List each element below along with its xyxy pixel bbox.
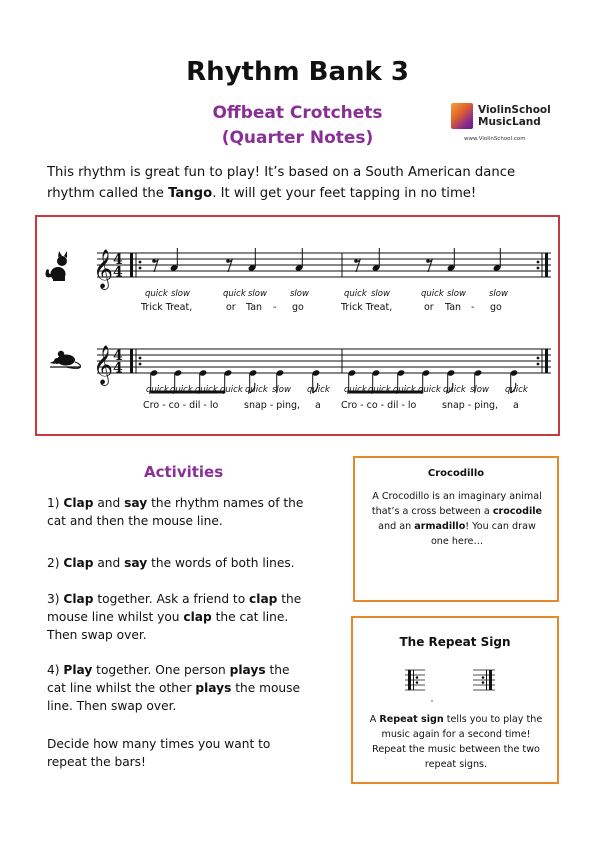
a3-b1: Clap [63, 592, 94, 606]
intro-text-2: . It will get your feet tapping in no time! [212, 186, 477, 201]
a4-t1: 4) [47, 663, 64, 677]
cat-rest-1-a [354, 259, 360, 272]
score-svg [37, 217, 562, 438]
violinschool-logo [451, 103, 571, 147]
cat-rname-9: slow [489, 289, 508, 299]
cat-rest-0-b [226, 259, 232, 272]
a1-b2: say [124, 496, 148, 510]
subtitle-line-1: Offbeat Crotchets [212, 103, 383, 123]
a2-b2: say [124, 556, 148, 570]
cat-word-0: Trick Treat, [141, 302, 193, 313]
a1-b1: Clap [63, 496, 94, 510]
a3-t4: the cat line. Then swap over. [47, 610, 289, 642]
mouse-rname-7: quick [344, 385, 367, 395]
cat-lyrics [140, 302, 502, 313]
cat-rname-1: slow [171, 289, 190, 299]
time-sig-bottom: 4 [113, 264, 123, 281]
repeat-sign-text [367, 712, 545, 772]
activity-4 [47, 661, 312, 715]
a2-b1: Clap [63, 556, 94, 570]
mouse-word-1: snap - ping, [244, 400, 301, 411]
start-repeat-icon [405, 670, 425, 690]
cat-notes [152, 248, 501, 272]
mouse-rname-3: quick [220, 385, 243, 395]
cat-note-1-1 [372, 248, 381, 272]
mouse-word-4: snap - ping, [442, 400, 499, 411]
cat-rname-2: quick [223, 289, 246, 299]
activity-1 [47, 494, 312, 530]
a1-t2: and [93, 496, 125, 510]
croc-t2: and an [378, 521, 415, 532]
cat-word-8: - [471, 302, 475, 313]
intro-tango: Tango [168, 186, 213, 201]
cat-note-0-2 [248, 248, 257, 272]
mouse-word-3: Cro - co - dil - lo [341, 400, 417, 411]
cat-rname-6: slow [371, 289, 390, 299]
activity-5: Decide how many times you want to repeat the bars! [47, 737, 271, 769]
intro-paragraph [47, 162, 557, 204]
a1-t1: 1) [47, 496, 64, 510]
cat-word-4: go [292, 302, 304, 313]
cat-note-1-2 [447, 248, 456, 272]
cat-word-3: - [273, 302, 277, 313]
a4-t4: the mouse line. Then swap over. [47, 681, 300, 713]
croc-b2: armadillo [414, 521, 466, 532]
mouse-rname-6: quick [307, 385, 330, 395]
a3-t2: together. Ask a friend to [93, 592, 250, 606]
logo-line-1: ViolinSchool [478, 104, 551, 116]
cat-rname-5: quick [344, 289, 367, 299]
mouse-lyrics [143, 400, 519, 411]
mouse-rname-0: quick [146, 385, 169, 395]
a4-b3: plays [195, 681, 232, 695]
mouse-rname-5: slow [272, 385, 291, 395]
cat-word-9: go [490, 302, 502, 313]
a1-t3: the rhythm names of the cat and then the mouse line. [47, 496, 304, 528]
a2-t2: and [93, 556, 125, 570]
a3-b2: clap [249, 592, 278, 606]
mouse-rname-1: quick [170, 385, 193, 395]
cat-rname-8: slow [447, 289, 466, 299]
end-repeat-icon [473, 670, 495, 690]
mouse-rname-8: quick [368, 385, 391, 395]
a4-t2: together. One person [92, 663, 230, 677]
a3-b3: clap [183, 610, 212, 624]
mouse-line [50, 345, 551, 411]
croc-t1: A Crocodillo is an imaginary animal that’s a cross between a [371, 491, 542, 517]
mouse-rhythm-names [146, 385, 529, 395]
a4-b2: plays [229, 663, 266, 677]
a4-b1: Play [63, 663, 93, 677]
score-box [35, 215, 560, 436]
cat-note-0-1 [170, 248, 179, 272]
cat-note-1-3 [493, 248, 502, 272]
a2-t1: 2) [47, 556, 64, 570]
crocodillo-title: Crocodillo [427, 468, 485, 479]
mouse-rname-10: quick [418, 385, 441, 395]
logo-url: www.ViolinSchool.com [464, 136, 526, 142]
mouse-word-0: Cro - co - dil - lo [143, 400, 219, 411]
mouse-rname-9: quick [393, 385, 416, 395]
logo-mark-icon [451, 103, 473, 129]
a3-t3: the mouse line whilst you [47, 592, 302, 624]
time-sig-bottom: 4 [113, 360, 123, 377]
rep-t1: A [369, 714, 380, 725]
mouse-rname-2: quick [195, 385, 218, 395]
mouse-rname-12: slow [470, 385, 489, 395]
cat-rest-0-a [152, 259, 158, 272]
repeat-sign-box [351, 616, 559, 784]
mouse-word-2: a [315, 400, 321, 411]
a4-t3: the cat line whilst the other [47, 663, 290, 695]
cat-word-1: or [226, 302, 236, 313]
cat-rname-3: slow [248, 289, 267, 299]
croc-b1: crocodile [492, 506, 543, 517]
crocodillo-text [369, 489, 545, 549]
logo-line-2: MusicLand [478, 116, 541, 128]
activities-heading: Activities [144, 463, 224, 481]
cat-note-0-3 [295, 248, 304, 272]
repeat-sign-title: The Repeat Sign [399, 635, 511, 649]
time-sig-top: 4 [113, 348, 123, 364]
time-sig-top: 4 [113, 252, 123, 268]
mouse-rname-13: quick [505, 385, 528, 395]
activity-2 [47, 554, 312, 572]
treble-clef-icon: 𝄞 [93, 249, 114, 289]
a3-t1: 3) [47, 592, 64, 606]
rep-b1: Repeat sign [379, 714, 444, 725]
repeat-signs-illustration [353, 662, 561, 706]
cat-word-2: Tan [246, 302, 263, 313]
intro-text-1: This rhythm is great fun to play! It’s based on a South American dance rhythm called the [47, 165, 516, 201]
mouse-icon [50, 351, 81, 369]
page-title: Rhythm Bank 3 [186, 57, 409, 87]
crocodillo-box [353, 456, 559, 602]
cat-word-7: Tan [445, 302, 462, 313]
treble-clef-icon: 𝄞 [93, 345, 114, 385]
a2-t3: the words of both lines. [147, 556, 295, 570]
mouse-rname-11: quick [443, 385, 466, 395]
cat-word-6: or [424, 302, 434, 313]
cat-line [46, 248, 551, 313]
croc-t3: ! You can draw one here… [430, 521, 536, 547]
cat-word-5: Trick Treat, [341, 302, 393, 313]
cat-rest-1-b [426, 259, 432, 272]
cat-rname-4: slow [290, 289, 309, 299]
rep-t2: tells you to play the music again for a second time! Repeat the music between the two repeat signs. [372, 714, 543, 770]
cat-rname-0: quick [145, 289, 168, 299]
cat-icon [46, 251, 67, 281]
subtitle-line-2: (Quarter Notes) [221, 128, 374, 148]
cat-rname-7: quick [421, 289, 444, 299]
mouse-rname-4: quick [245, 385, 268, 395]
activity-3 [47, 590, 312, 644]
mouse-word-5: a [513, 400, 519, 411]
cat-rhythm-names [145, 289, 508, 299]
